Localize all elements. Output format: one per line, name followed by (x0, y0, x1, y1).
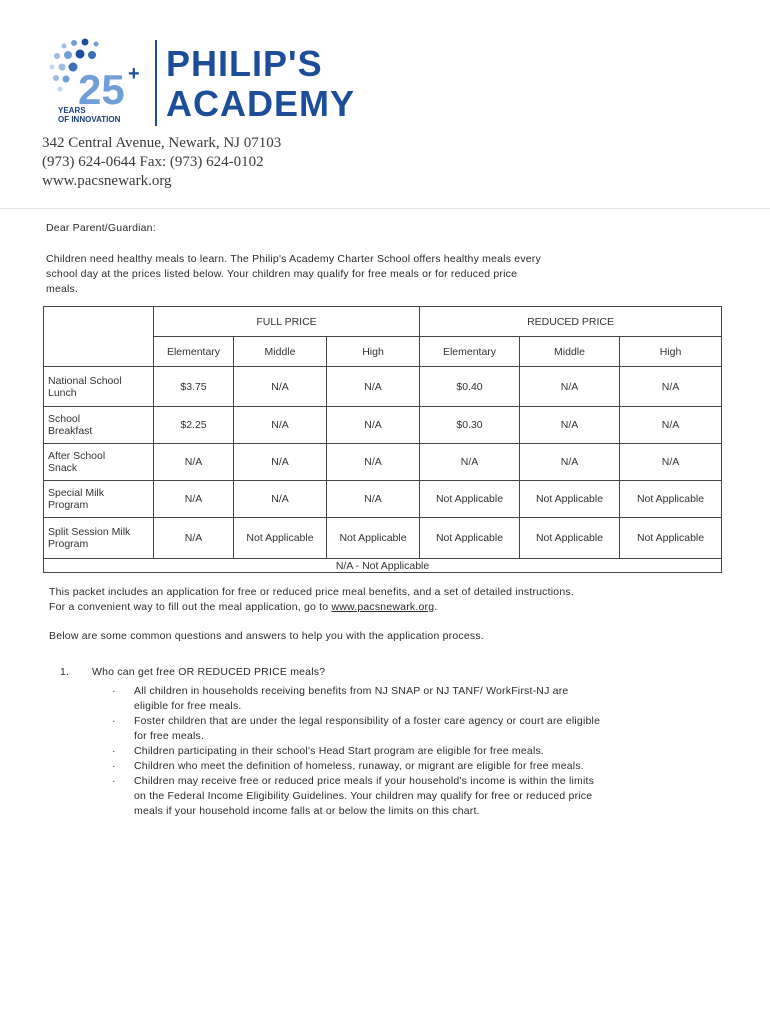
table-cell: Not Applicable (420, 481, 520, 518)
table-cell: Not Applicable (620, 518, 722, 559)
column-header: High (327, 337, 420, 367)
column-header: Middle (520, 337, 620, 367)
greeting: Dear Parent/Guardian: (46, 222, 156, 234)
table-cell: Not Applicable (234, 518, 327, 559)
row-label: After School Snack (44, 444, 154, 481)
row-label: Split Session Milk Program (44, 518, 154, 559)
table-cell: $0.40 (420, 367, 520, 407)
school-contact (42, 134, 281, 191)
logo-plus: + (128, 63, 140, 85)
table-cell: N/A (327, 367, 420, 407)
eligibility-list (112, 684, 600, 819)
website-link[interactable]: www.pacsnewark.org (331, 601, 435, 613)
bullet-icon: · (112, 715, 116, 727)
list-item: · All children in households receiving benefits from NJ SNAP or NJ TANF/ WorkFirst-NJ are eligible for free meals. (112, 685, 569, 712)
table-cell: N/A (234, 444, 327, 481)
table-cell: $2.25 (154, 407, 234, 444)
bullet-icon: · (112, 760, 116, 772)
bullet-icon: · (112, 745, 116, 757)
list-item: · Children participating in their school's Head Start program are eligible for free meals. (112, 745, 545, 757)
table-row (44, 407, 722, 444)
table-row (44, 367, 722, 407)
bullet-icon: · (112, 775, 116, 787)
table-cell: Not Applicable (620, 481, 722, 518)
question-text: Who can get free OR REDUCED PRICE meals? (92, 666, 326, 678)
row-label: School Breakfast (44, 407, 154, 444)
table-corner-cell (44, 307, 154, 367)
table-footnote: N/A - Not Applicable (44, 559, 722, 573)
table-cell: N/A (327, 444, 420, 481)
table-cell: N/A (327, 407, 420, 444)
table-cell: $0.30 (420, 407, 520, 444)
table-group-header-row (44, 307, 722, 337)
table-row (44, 444, 722, 481)
table-cell: N/A (327, 481, 420, 518)
column-header: Elementary (420, 337, 520, 367)
table-cell: N/A (154, 444, 234, 481)
bullet-icon: · (112, 685, 116, 697)
table-cell: N/A (234, 481, 327, 518)
academy-name: PHILIP'S ACADEMY (166, 43, 356, 124)
table-cell: N/A (154, 518, 234, 559)
school-phone-fax: (973) 624-0644 Fax: (973) 624-0102 (42, 154, 264, 170)
table-row (44, 481, 722, 518)
table-cell: Not Applicable (420, 518, 520, 559)
list-item: · Children who meet the definition of homeless, runaway, or migrant are eligible for free meals. (112, 760, 584, 772)
school-website: www.pacsnewark.org (42, 173, 172, 189)
header-divider (0, 208, 770, 209)
table-cell: N/A (520, 444, 620, 481)
table-cell: Not Applicable (520, 481, 620, 518)
row-label: Special Milk Program (44, 481, 154, 518)
column-header: High (620, 337, 722, 367)
table-footnote-row (44, 559, 722, 573)
table-cell: $3.75 (154, 367, 234, 407)
reduced-price-header: REDUCED PRICE (420, 307, 722, 337)
list-item: · Children may receive free or reduced price meals if your household's income is within the limits on the Federal Income Eligibility Guidelines. Your children may qualify for free or reduced price meals if your household income falls at or below the limits on this chart. (112, 775, 595, 817)
table-cell: N/A (234, 407, 327, 444)
full-price-header: FULL PRICE (154, 307, 420, 337)
table-cell: Not Applicable (520, 518, 620, 559)
list-item: · Foster children that are under the legal responsibility of a foster care agency or court are eligible for free meals. (112, 715, 601, 742)
table-cell: N/A (620, 444, 722, 481)
table-cell: N/A (420, 444, 520, 481)
table-cell: N/A (154, 481, 234, 518)
table-cell: N/A (620, 367, 722, 407)
logo-divider (155, 40, 157, 126)
table-cell: N/A (520, 367, 620, 407)
intro-paragraph: Children need healthy meals to learn. The Philip's Academy Charter School offers healthy meals every school day at the prices listed below. Your children may qualify for free meals or for reduced price meals. (46, 253, 541, 295)
meal-price-table (43, 306, 722, 573)
table-cell: N/A (620, 407, 722, 444)
column-header: Elementary (154, 337, 234, 367)
question-number: 1. (60, 666, 70, 678)
table-cell: N/A (234, 367, 327, 407)
row-label: National School Lunch (44, 367, 154, 407)
faq-intro: Below are some common questions and answers to help you with the application process. (49, 630, 484, 642)
table-cell: Not Applicable (327, 518, 420, 559)
table-cell: N/A (520, 407, 620, 444)
logo-subtitle: YEARS OF INNOVATION (58, 106, 121, 124)
packet-paragraph: This packet includes an application for free or reduced price meal benefits, and a set of detailed instructions. For a convenient way to fill out the meal application, go to www.pacsnewark.org. (49, 586, 574, 613)
column-header: Middle (234, 337, 327, 367)
school-address: 342 Central Avenue, Newark, NJ 07103 (42, 135, 282, 151)
table-row (44, 518, 722, 559)
logo-number: 25 (78, 66, 125, 113)
